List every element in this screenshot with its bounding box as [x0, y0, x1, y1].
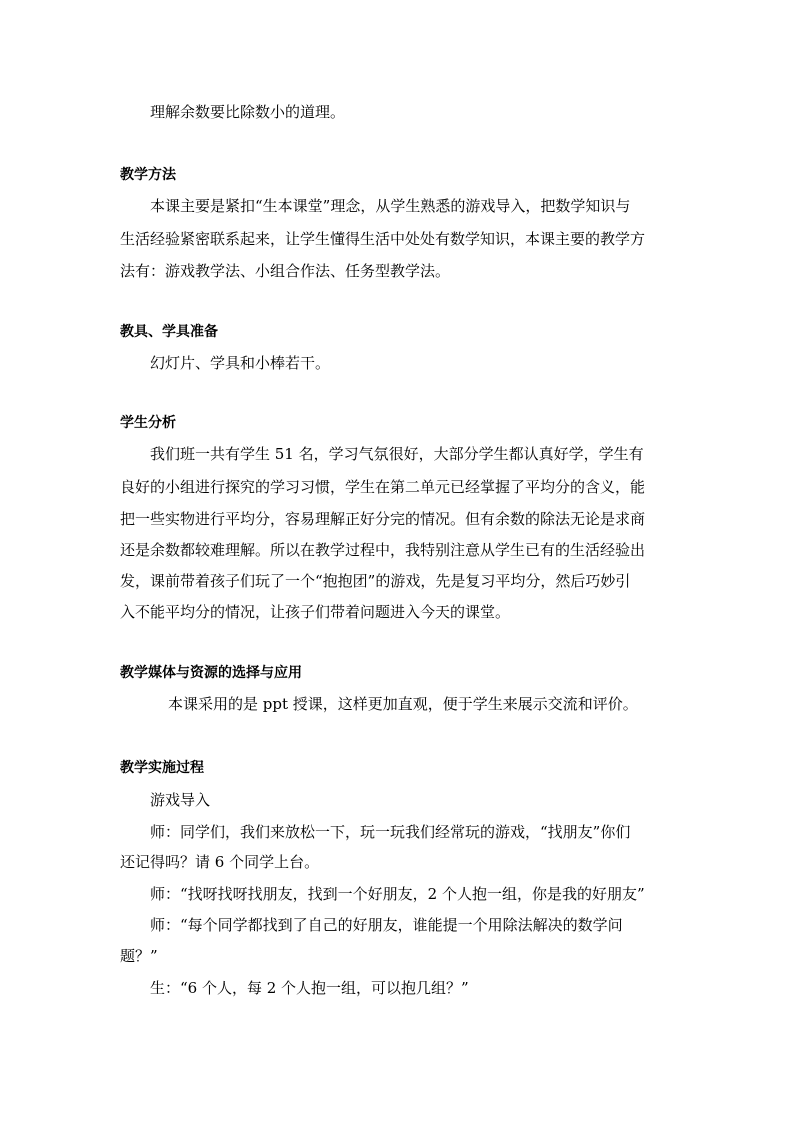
paragraph-line: 还是余数都较难理解。所以在教学过程中，我特别注意从学生已有的生活经验出 [120, 541, 646, 559]
paragraph-line: 题？” [120, 947, 158, 965]
paragraph-line: 游戏导入 [150, 791, 211, 809]
paragraph-line: 师：“找呀找呀找朋友，找到一个好朋友，2 个人抱一组，你是我的好朋友” [150, 885, 645, 903]
paragraph-line: 良好的小组进行探究的学习习惯，学生在第二单元已经掌握了平均分的含义，能 [120, 478, 646, 496]
paragraph-line: 我们班一共有学生 51 名，学习气氛很好，大部分学生都认真好学，学生有 [150, 445, 644, 463]
paragraph-line: 师：“每个同学都找到了自己的好朋友，谁能提一个用除法解决的数学问 [150, 916, 623, 934]
section-heading-students: 学生分析 [120, 415, 176, 431]
paragraph-line: 本课采用的是 ppt 授课，这样更加直观，便于学生来展示交流和评价。 [168, 695, 638, 713]
section-heading-tools: 教具、学具准备 [120, 324, 218, 340]
paragraph-line: 幻灯片、学具和小棒若干。 [150, 354, 331, 372]
paragraph-line: 师：同学们，我们来放松一下，玩一玩我们经常玩的游戏，“找朋友”你们 [150, 823, 631, 841]
paragraph-line: 还记得吗？请 6 个同学上台。 [120, 853, 320, 871]
intro-line: 理解余数要比除数小的道理。 [150, 103, 346, 121]
paragraph-line: 本课主要是紧扣“生本课堂”理念，从学生熟悉的游戏导入，把数学知识与 [150, 197, 631, 215]
paragraph-line: 把一些实物进行平均分，容易理解正好分完的情况。但有余数的除法无论是求商 [120, 510, 646, 528]
section-heading-process: 教学实施过程 [120, 760, 204, 776]
paragraph-line: 发，课前带着孩子们玩了一个“抱抱团”的游戏，先是复习平均分，然后巧妙引 [120, 572, 631, 590]
paragraph-line: 入不能平均分的情况，让孩子们带着问题进入今天的课堂。 [120, 603, 511, 621]
paragraph-line: 法有：游戏教学法、小组合作法、任务型教学法。 [120, 262, 451, 280]
section-heading-media: 教学媒体与资源的选择与应用 [120, 665, 302, 681]
paragraph-line: 生活经验紧密联系起来，让学生懂得生活中处处有数学知识，本课主要的教学方 [120, 230, 646, 248]
paragraph-line: 生：“6 个人，每 2 个人抱一组，可以抱几组？” [150, 979, 469, 997]
section-heading-methods: 教学方法 [120, 167, 176, 183]
